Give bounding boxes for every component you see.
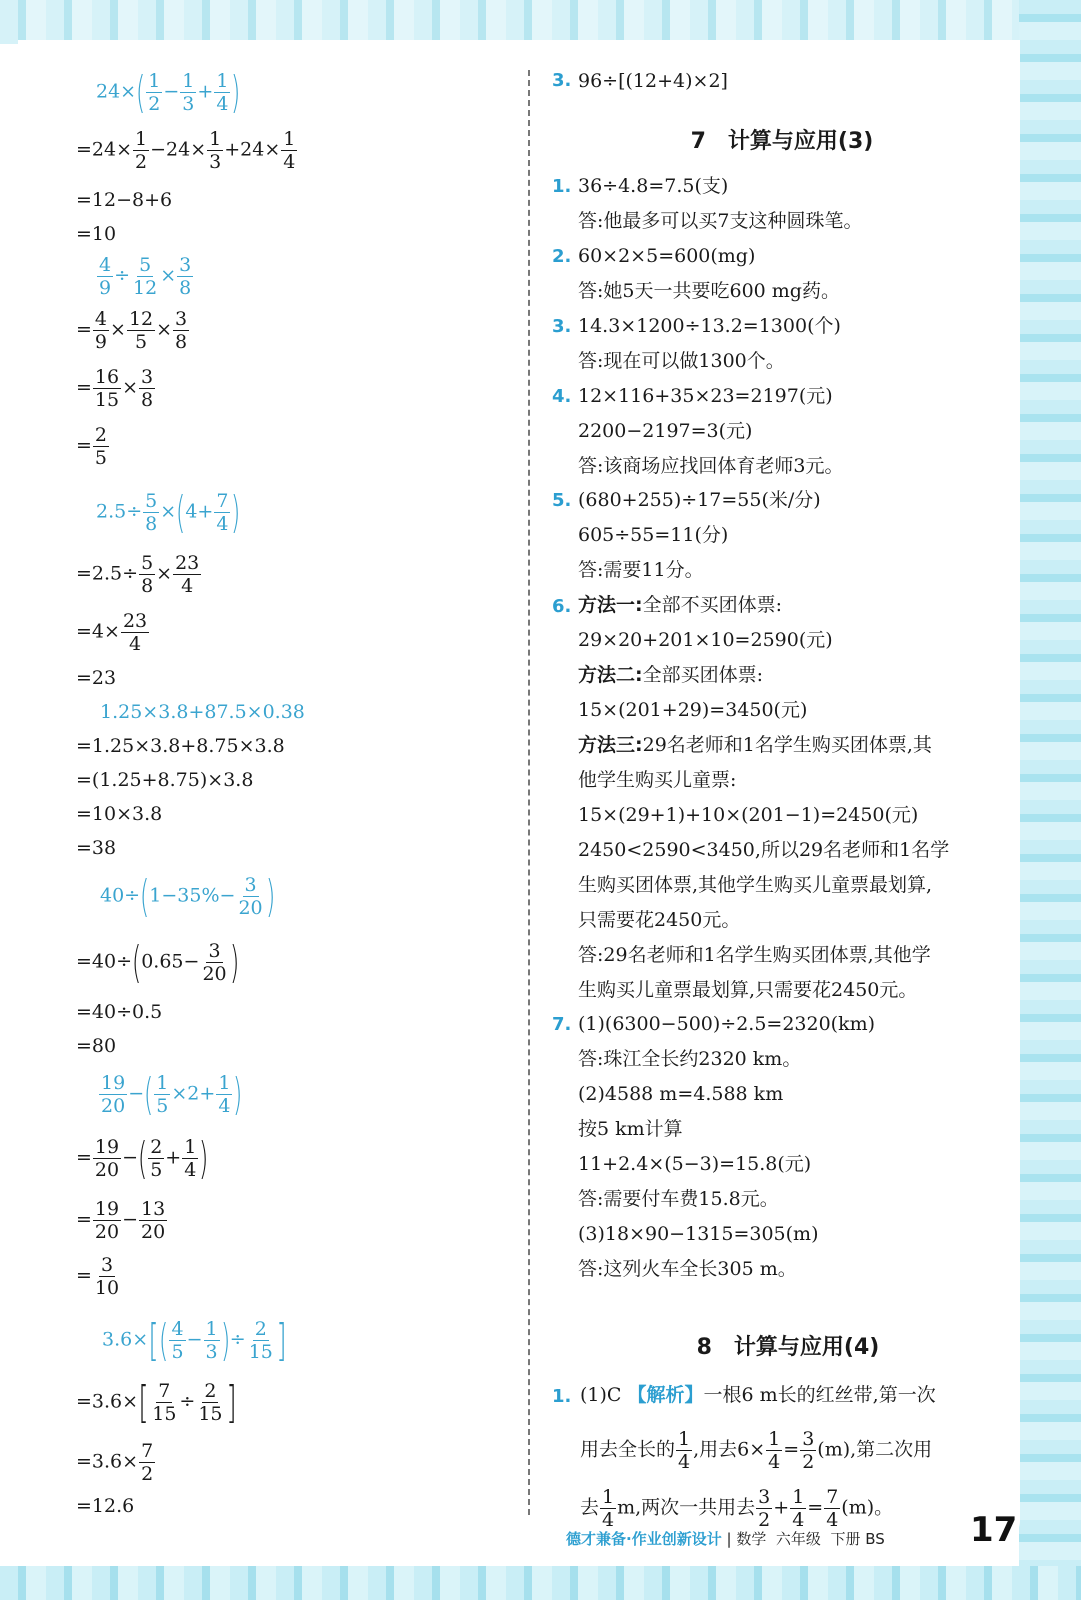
answer-line: (680+255)÷17=55(米/分) — [578, 489, 821, 511]
step-4a: =1.25×3.8+8.75×3.8 — [76, 735, 285, 757]
expr-1: 24×( $\frac{1}{2}$ − $\frac{1}{3}$ + $\frac{1}{4}$ ) — [96, 66, 241, 118]
item-number: 1. — [552, 1386, 572, 1407]
answer-line: 只需要花2450元。 — [578, 909, 741, 931]
step-6a: = $\frac{19}{20}$ −( $\frac{2}{5}$ + $\frac{1}{4}$ ) — [76, 1132, 209, 1184]
step-3c: =23 — [76, 667, 117, 689]
answer-line: (3)18×90−1315=305(m) — [578, 1223, 819, 1245]
section-heading-8: 8 计算与应用(4) — [696, 1335, 880, 1360]
answer-line: 14.3×1200÷13.2=1300(个) — [578, 315, 841, 337]
item-number: 5. — [552, 490, 572, 511]
step-4d: =38 — [76, 837, 117, 859]
answer-line: (1)C 【解析】一根6 m长的红丝带,第一次 — [580, 1384, 936, 1406]
column-divider — [528, 70, 530, 1515]
item-number: 2. — [552, 246, 572, 267]
step-3b: =4× $\frac{23}{4}$ — [76, 610, 148, 655]
expr-6: $\frac{19}{20}$ −( $\frac{1}{5}$ ×2+ $\frac{1}{4}$ ) — [101, 1068, 243, 1120]
right-column — [552, 0, 1022, 1600]
step-7b: =3.6× $\frac{7}{2}$ — [76, 1440, 154, 1485]
item-number: 3. — [552, 316, 572, 337]
answer-line: 15×(29+1)+10×(201−1)=2450(元) — [578, 804, 919, 826]
step-3a: =2.5÷ $\frac{5}{8}$ × $\frac{23}{4}$ — [76, 552, 200, 597]
expr-4: 1.25×3.8+87.5×0.38 — [100, 701, 305, 723]
answer-line: 方法三:29名老师和1名学生购买团体票,其 — [578, 734, 932, 756]
step-1b: =12−8+6 — [76, 189, 173, 211]
answer-line: 答:现在可以做1300个。 — [578, 350, 785, 372]
answer-line: 15×(201+29)=3450(元) — [578, 699, 808, 721]
answer-line: (1)(6300−500)÷2.5=2320(km) — [578, 1013, 876, 1035]
page-number: 17 — [970, 1510, 1018, 1550]
step-1c: =10 — [76, 223, 117, 245]
step-5b: =40÷0.5 — [76, 1001, 163, 1023]
answer-line: 2200−2197=3(元) — [578, 420, 753, 442]
expr-3: 2.5÷ $\frac{5}{8}$ ×(4+ $\frac{7}{4}$ ) — [96, 486, 241, 538]
answer-line: 答:需要11分。 — [578, 559, 704, 581]
step-2b: = $\frac{16}{15}$ × $\frac{3}{8}$ — [76, 366, 154, 411]
step-5a: =40÷(0.65− $\frac{3}{20}$ ) — [76, 936, 239, 988]
step-6b: = $\frac{19}{20}$ − $\frac{13}{20}$ — [76, 1198, 166, 1243]
step-4b: =(1.25+8.75)×3.8 — [76, 769, 254, 791]
page-footer: 德才兼备·作业创新设计 | 数学 六年级 下册 BS — [566, 1530, 885, 1548]
step-5c: =80 — [76, 1035, 117, 1057]
step-2c: = $\frac{2}{5}$ — [76, 424, 108, 469]
section-heading-7: 7 计算与应用(3) — [690, 129, 874, 154]
left-column — [76, 0, 516, 1600]
expr-7: 3.6×[( $\frac{4}{5}$ − $\frac{1}{3}$ )÷ $\frac{2}{15}$ ] — [102, 1314, 287, 1366]
answer-line: 60×2×5=600(mg) — [578, 245, 756, 267]
item-number: 6. — [552, 596, 572, 617]
answer-line: 生购买儿童票最划算,只需要花2450元。 — [578, 979, 918, 1001]
answer-line: 11+2.4×(5−3)=15.8(元) — [578, 1153, 812, 1175]
expr-5: 40÷(1−35%− $\frac{3}{20}$ ) — [100, 870, 275, 922]
answer-line: 答:29名老师和1名学生购买团体票,其他学 — [578, 944, 931, 966]
answer-line: 方法二:全部买团体票: — [578, 664, 764, 686]
step-6c: = $\frac{3}{10}$ — [76, 1254, 120, 1299]
answer-line: 答:她5天一共要吃600 mg药。 — [578, 280, 840, 302]
answer-line: 96÷[(12+4)×2] — [578, 70, 728, 92]
answer-line: 答:这列火车全长305 m。 — [578, 1258, 797, 1280]
answer-line: 29×20+201×10=2590(元) — [578, 629, 833, 651]
expr-2: $\frac{4}{9}$ ÷ $\frac{5}{12}$ × $\frac{3}{8}$ — [99, 254, 192, 299]
step-7a: =3.6×[ $\frac{7}{15}$ ÷ $\frac{2}{15}$ ] — [76, 1376, 237, 1428]
answer-line: 去 $\frac{1}{4}$ m,两次一共用去 $\frac{3}{2}$ + $\frac{1}{4}$ = $\frac{7}{4}$ (m)。 — [580, 1486, 894, 1531]
answer-line: 605÷55=11(分) — [578, 524, 729, 546]
step-1a: =24× $\frac{1}{2}$ −24× $\frac{1}{3}$ +24× $\frac{1}{4}$ — [76, 128, 296, 173]
answer-line: 他学生购买儿童票: — [578, 769, 737, 791]
answer-line: 36÷4.8=7.5(支) — [578, 175, 729, 197]
item-number: 3. — [552, 70, 572, 91]
answer-line: 答:需要付车费15.8元。 — [578, 1188, 779, 1210]
answer-line: (2)4588 m=4.588 km — [578, 1083, 784, 1105]
answer-line: 按5 km计算 — [578, 1118, 683, 1140]
answer-line: 用去全长的 $\frac{1}{4}$ ,用去6× $\frac{1}{4}$ = $\frac{3}{2}$ (m),第二次用 — [580, 1428, 933, 1473]
item-number: 1. — [552, 176, 572, 197]
step-4c: =10×3.8 — [76, 803, 163, 825]
answer-line: 生购买团体票,其他学生购买儿童票最划算, — [578, 874, 933, 896]
answer-line: 方法一:全部不买团体票: — [578, 594, 783, 616]
step-2a: = $\frac{4}{9}$ × $\frac{12}{5}$ × $\frac{3}{8}$ — [76, 308, 188, 353]
answer-line: 12×116+35×23=2197(元) — [578, 385, 833, 407]
answer-line: 2450<2590<3450,所以29名老师和1名学 — [578, 839, 950, 861]
answer-line: 答:该商场应找回体育老师3元。 — [578, 455, 844, 477]
step-7c: =12.6 — [76, 1495, 135, 1517]
answer-line: 答:珠江全长约2320 km。 — [578, 1048, 802, 1070]
item-number: 7. — [552, 1014, 572, 1035]
answer-line: 答:他最多可以买7支这种圆珠笔。 — [578, 210, 863, 232]
item-number: 4. — [552, 386, 572, 407]
